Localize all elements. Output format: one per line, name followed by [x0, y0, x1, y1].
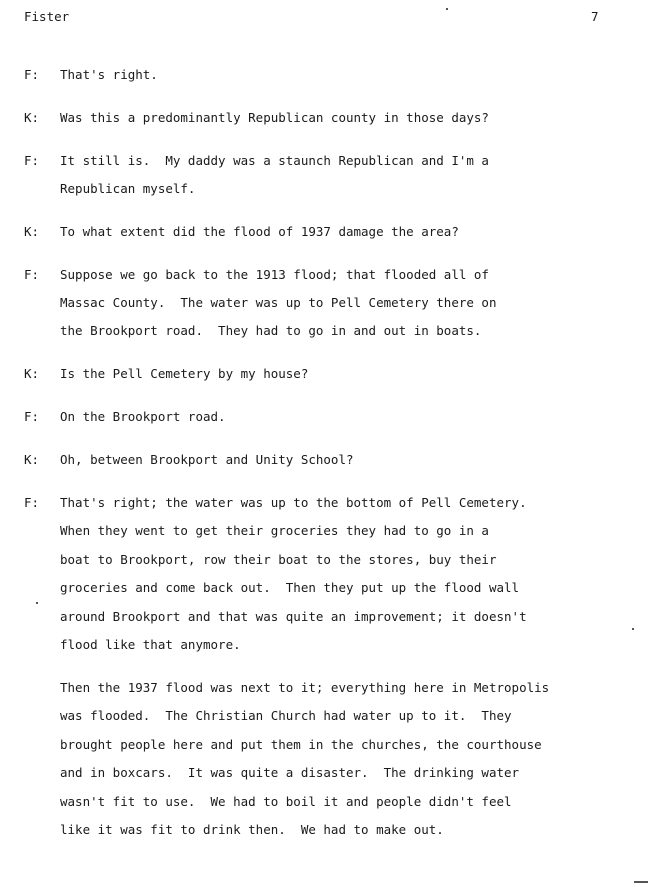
page-number: 7 — [591, 9, 599, 24]
transcript-line: groceries and come back out. Then they put up the flood wall — [60, 580, 520, 595]
scan-speck — [36, 602, 38, 604]
transcript-line: Oh, between Brookport and Unity School? — [60, 452, 354, 467]
speaker-label: K: — [24, 452, 40, 467]
transcript-line: boat to Brookport, row their boat to the stores, buy their — [60, 552, 497, 567]
transcript-line: It still is. My daddy was a staunch Republican and I'm a — [60, 153, 489, 168]
scan-speck — [632, 628, 634, 630]
transcript-line: and in boxcars. It was quite a disaster. The drinking water — [60, 765, 520, 780]
transcript-line: That's right. — [60, 67, 158, 82]
transcript-line: Then the 1937 flood was next to it; everything here in Metropolis — [60, 680, 550, 695]
transcript-line: brought people here and put them in the churches, the courthouse — [60, 737, 542, 752]
transcript-line: around Brookport and that was quite an improvement; it doesn't — [60, 609, 527, 624]
speaker-label: K: — [24, 110, 40, 125]
transcript-line: That's right; the water was up to the bottom of Pell Cemetery. — [60, 495, 527, 510]
speaker-label: F: — [24, 495, 40, 510]
transcript-line: the Brookport road. They had to go in and out in boats. — [60, 323, 482, 338]
transcript-line: When they went to get their groceries they had to go in a — [60, 523, 489, 538]
transcript-line: was flooded. The Christian Church had water up to it. They — [60, 708, 512, 723]
speaker-label: K: — [24, 366, 40, 381]
transcript-line: flood like that anymore. — [60, 637, 241, 652]
transcript-line: Republican myself. — [60, 181, 196, 196]
speaker-label: K: — [24, 224, 40, 239]
interviewee-name: Fister — [24, 9, 70, 24]
transcript-line: Was this a predominantly Republican county in those days? — [60, 110, 489, 125]
speaker-label: F: — [24, 153, 40, 168]
transcript-line: On the Brookport road. — [60, 409, 226, 424]
scan-speck — [634, 881, 648, 883]
transcript-line: To what extent did the flood of 1937 damage the area? — [60, 224, 459, 239]
transcript-line: Is the Pell Cemetery by my house? — [60, 366, 309, 381]
transcript-line: like it was fit to drink then. We had to make out. — [60, 822, 444, 837]
speaker-label: F: — [24, 409, 40, 424]
scan-speck — [446, 8, 448, 10]
transcript-line: Massac County. The water was up to Pell Cemetery there on — [60, 295, 497, 310]
transcript-line: Suppose we go back to the 1913 flood; that flooded all of — [60, 267, 489, 282]
speaker-label: F: — [24, 67, 40, 82]
speaker-label: F: — [24, 267, 40, 282]
transcript-line: wasn't fit to use. We had to boil it and people didn't feel — [60, 794, 512, 809]
